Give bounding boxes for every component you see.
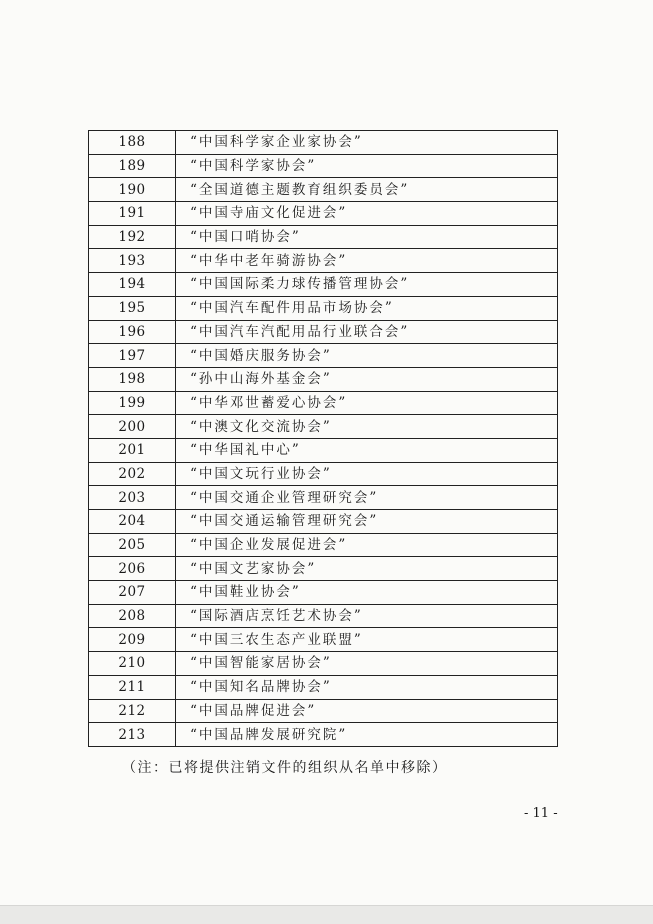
table-row	[89, 438, 558, 462]
table-row	[89, 367, 558, 391]
row-number: 206	[89, 557, 176, 581]
organization-name: “孙中山海外基金会”	[176, 367, 558, 391]
row-number: 200	[89, 415, 176, 439]
organization-name: “中国交通运输管理研究会”	[176, 510, 558, 534]
row-number: 208	[89, 604, 176, 628]
scan-bottom-edge	[0, 905, 653, 924]
page-number: - 11 -	[524, 806, 558, 821]
table-row	[89, 723, 558, 747]
row-number: 199	[89, 391, 176, 415]
organization-name: “中国三农生态产业联盟”	[176, 628, 558, 652]
table-row	[89, 296, 558, 320]
organization-name: “中国口哨协会”	[176, 225, 558, 249]
organization-name: “中国品牌发展研究院”	[176, 723, 558, 747]
organization-name: “中国科学家协会”	[176, 154, 558, 178]
row-number: 188	[89, 131, 176, 155]
organization-name: “中国汽车汽配用品行业联合会”	[176, 320, 558, 344]
organization-name: “中国文艺家协会”	[176, 557, 558, 581]
table-row	[89, 202, 558, 226]
table-row	[89, 273, 558, 297]
table-row	[89, 320, 558, 344]
row-number: 202	[89, 462, 176, 486]
organization-name: “中华国礼中心”	[176, 438, 558, 462]
table-row	[89, 391, 558, 415]
table-row	[89, 415, 558, 439]
row-number: 191	[89, 202, 176, 226]
table-row	[89, 581, 558, 605]
table-row	[89, 486, 558, 510]
row-number: 207	[89, 581, 176, 605]
organization-name: “中国寺庙文化促进会”	[176, 202, 558, 226]
organization-name: “中国国际柔力球传播管理协会”	[176, 273, 558, 297]
row-number: 209	[89, 628, 176, 652]
table-row	[89, 675, 558, 699]
row-number: 203	[89, 486, 176, 510]
organization-name: “中国婚庆服务协会”	[176, 344, 558, 368]
table-row	[89, 557, 558, 581]
row-number: 193	[89, 249, 176, 273]
organization-table-body	[89, 131, 558, 747]
row-number: 196	[89, 320, 176, 344]
row-number: 189	[89, 154, 176, 178]
row-number: 194	[89, 273, 176, 297]
table-row	[89, 154, 558, 178]
organization-name: “国际酒店烹饪艺术协会”	[176, 604, 558, 628]
organization-name: “全国道德主题教育组织委员会”	[176, 178, 558, 202]
table-row	[89, 604, 558, 628]
organization-name: “中国品牌促进会”	[176, 699, 558, 723]
table-row	[89, 533, 558, 557]
table-row	[89, 249, 558, 273]
row-number: 204	[89, 510, 176, 534]
table-row	[89, 462, 558, 486]
row-number: 192	[89, 225, 176, 249]
organization-name: “中华邓世蓄爱心协会”	[176, 391, 558, 415]
organization-name: “中国鞋业协会”	[176, 581, 558, 605]
table-row	[89, 628, 558, 652]
table-row	[89, 510, 558, 534]
row-number: 210	[89, 652, 176, 676]
row-number: 195	[89, 296, 176, 320]
row-number: 190	[89, 178, 176, 202]
row-number: 197	[89, 344, 176, 368]
organization-name: “中国汽车配件用品市场协会”	[176, 296, 558, 320]
organization-name: “中国企业发展促进会”	[176, 533, 558, 557]
table-row	[89, 652, 558, 676]
row-number: 213	[89, 723, 176, 747]
row-number: 201	[89, 438, 176, 462]
organization-table	[88, 130, 558, 747]
organization-name: “中国知名品牌协会”	[176, 675, 558, 699]
organization-name: “中国智能家居协会”	[176, 652, 558, 676]
table-row	[89, 699, 558, 723]
organization-name: “中国文玩行业协会”	[176, 462, 558, 486]
table-row	[89, 178, 558, 202]
organization-name: “中华中老年骑游协会”	[176, 249, 558, 273]
footnote: （注：已将提供注销文件的组织从名单中移除）	[122, 760, 448, 776]
row-number: 211	[89, 675, 176, 699]
table-row	[89, 131, 558, 155]
table-row	[89, 344, 558, 368]
organization-name: “中国交通企业管理研究会”	[176, 486, 558, 510]
organization-name: “中澳文化交流协会”	[176, 415, 558, 439]
row-number: 205	[89, 533, 176, 557]
table-row	[89, 225, 558, 249]
row-number: 198	[89, 367, 176, 391]
row-number: 212	[89, 699, 176, 723]
organization-name: “中国科学家企业家协会”	[176, 131, 558, 155]
